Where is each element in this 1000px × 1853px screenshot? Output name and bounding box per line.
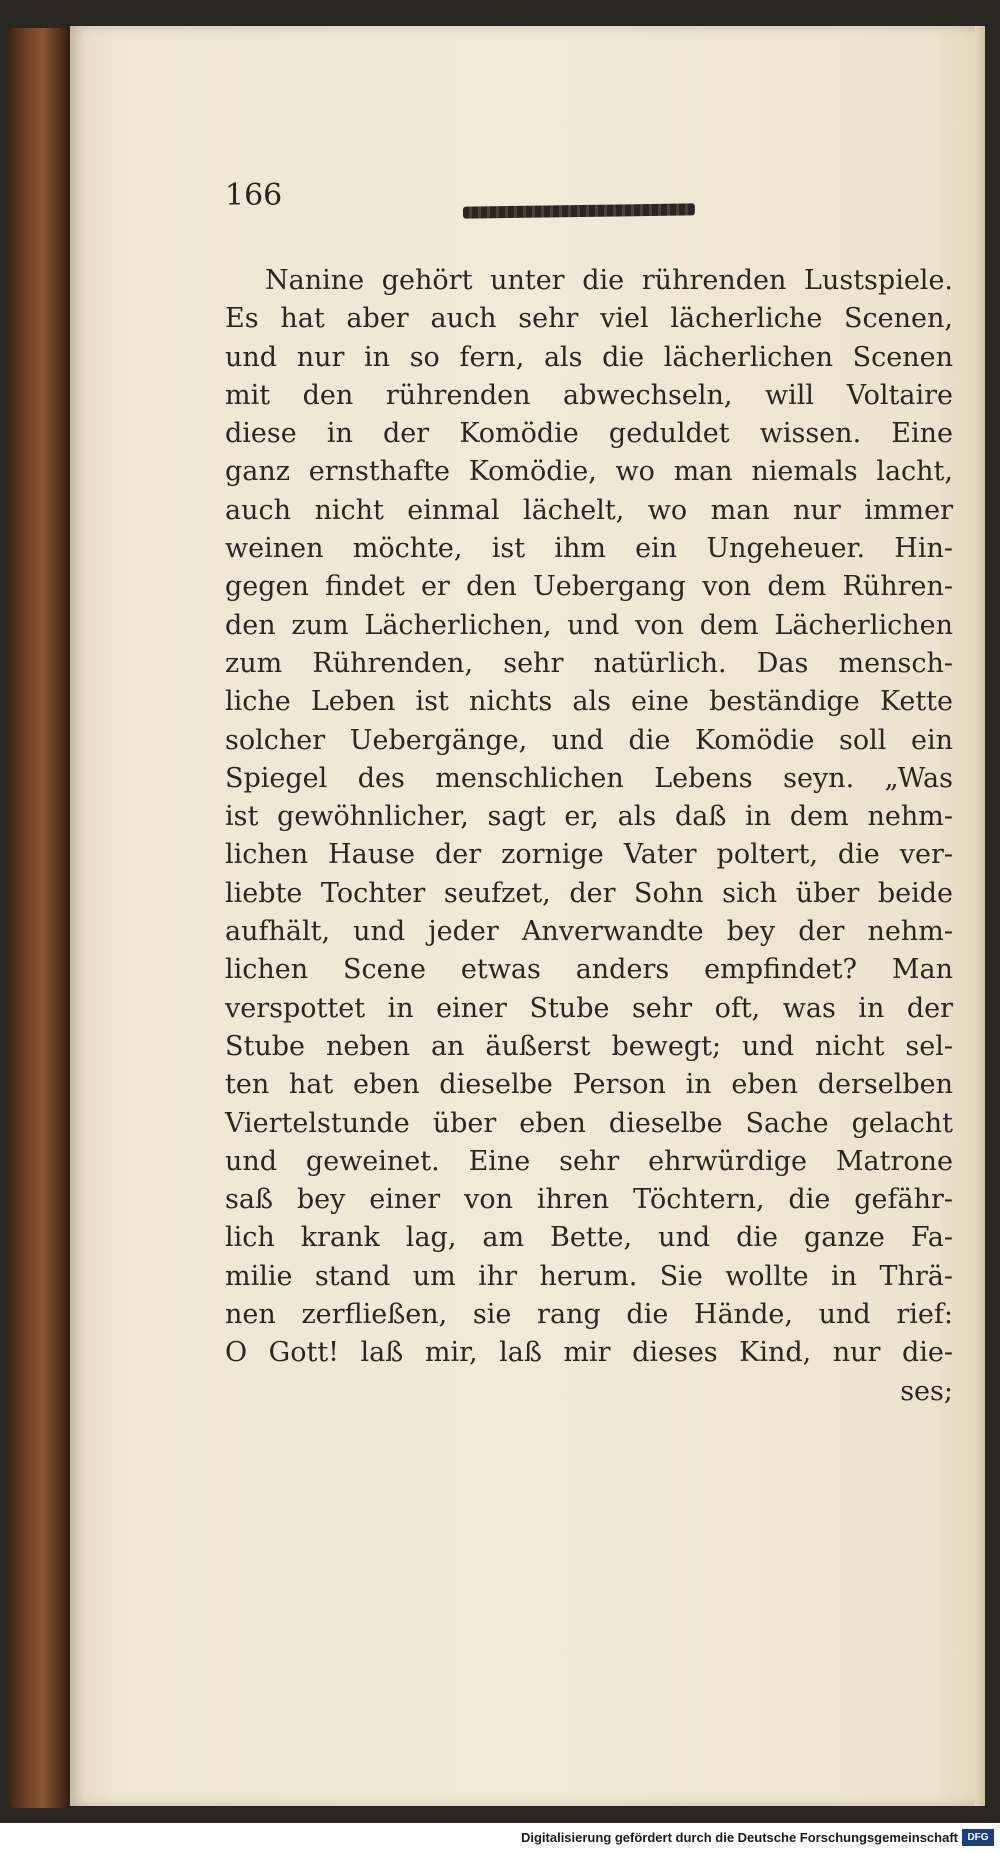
page-number: 166	[225, 178, 283, 213]
text-line: liebte Tochter seufzet, der Sohn sich über beide	[225, 877, 953, 909]
text-line: solcher Uebergänge, und die Komödie soll ein	[225, 724, 953, 756]
text-line: Es hat aber auch sehr viel lächerliche Scenen,	[225, 303, 953, 335]
book-spine	[8, 28, 70, 1808]
text-line: aufhält, und jeder Anverwandte bey der nehm-	[225, 916, 953, 948]
text-line: saß bey einer von ihren Töchtern, die gefähr-	[225, 1184, 953, 1216]
text-line: ist gewöhnlicher, sagt er, als daß in dem nehm-	[225, 801, 953, 833]
text-line: Spiegel des menschlichen Lebens seyn. „Was	[225, 762, 953, 794]
text-line: den zum Lächerlichen, und von dem Lächerlichen	[225, 609, 953, 641]
text-line: und geweinet. Eine sehr ehrwürdige Matrone	[225, 1145, 953, 1177]
text-line: Viertelstunde über eben dieselbe Sache gelacht	[225, 1107, 953, 1139]
text-line: O Gott! laß mir, laß mir dieses Kind, nur die-	[225, 1337, 953, 1369]
dfg-logo: DFG	[962, 1829, 994, 1846]
catchword: ses;	[900, 1375, 953, 1407]
text-line: ten hat eben dieselbe Person in eben derselben	[225, 1069, 953, 1101]
text-line: Stube neben an äußerst bewegt; und nicht sel-	[225, 1030, 953, 1062]
text-line: auch nicht einmal lächelt, wo man nur immer	[225, 494, 953, 526]
text-line: liche Leben ist nichts als eine beständige Kette	[225, 686, 953, 718]
text-line: lich krank lag, am Bette, und die ganze Fa-	[225, 1222, 953, 1254]
text-line: lichen Scene etwas anders empfindet? Man	[225, 954, 953, 986]
body-text	[225, 262, 953, 1411]
text-line: und nur in so fern, als die lächerlichen Scenen	[225, 341, 953, 373]
text-line: mit den rührenden abwechseln, will Voltaire	[225, 379, 953, 411]
text-line: zum Rührenden, sehr natürlich. Das mensch-	[225, 647, 953, 679]
text-line: gegen findet er den Uebergang von dem Rühren-	[225, 571, 953, 603]
funding-credit: Digitalisierung gefördert durch die Deutsche Forschungsgemeinschaft	[520, 1830, 958, 1845]
text-line: weinen möchte, ist ihm ein Ungeheuer. Hin-	[225, 533, 953, 565]
text-line: nen zerfließen, sie rang die Hände, und rief:	[225, 1299, 953, 1331]
text-line: Nanine gehört unter die rührenden Lustspiele.	[265, 265, 953, 296]
footer-bar	[0, 1823, 1000, 1853]
page-edge	[975, 26, 985, 1806]
text-line: verspottet in einer Stube sehr oft, was in der	[225, 992, 953, 1024]
text-line: diese in der Komödie geduldet wissen. Eine	[225, 418, 953, 450]
text-line: ganz ernsthafte Komödie, wo man niemals lacht,	[225, 456, 953, 488]
text-line: lichen Hause der zornige Vater poltert, die ver-	[225, 839, 953, 871]
text-line: milie stand um ihr herum. Sie wollte in Thrä-	[225, 1260, 953, 1292]
